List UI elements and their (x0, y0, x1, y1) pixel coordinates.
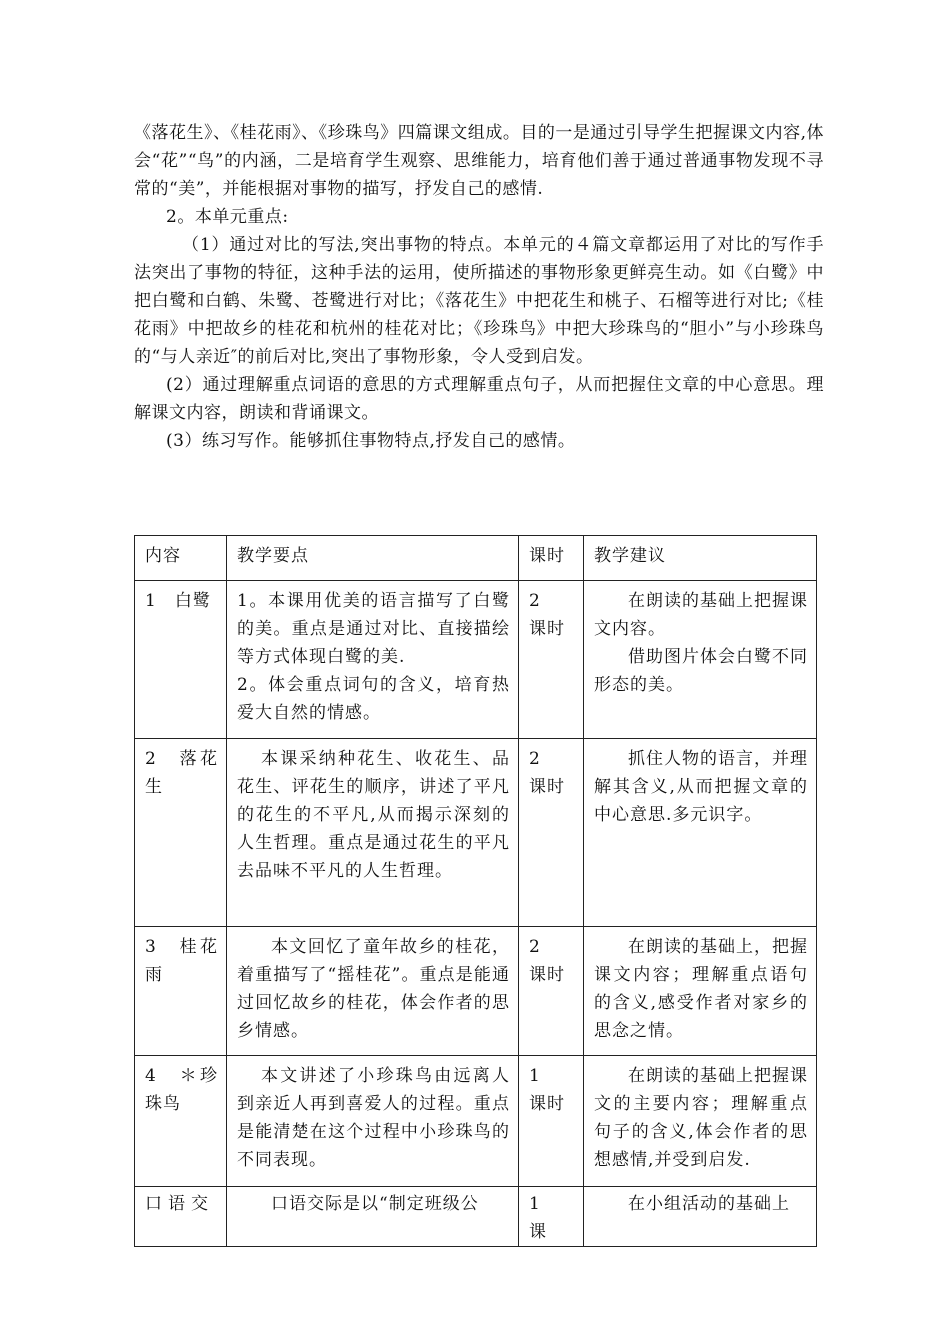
header-points: 教学要点 (227, 536, 519, 581)
row-advice (584, 739, 817, 927)
paragraph-focus-heading: 2。本单元重点: (166, 207, 289, 227)
row-content: 2 落花生 (135, 739, 227, 927)
table-row (135, 739, 817, 927)
row-points (227, 1187, 519, 1247)
header-hours: 课时 (519, 536, 584, 581)
paragraph-focus-3: (3）练习写作。能够抓住事物特点,抒发自己的感情。 (166, 431, 576, 451)
row-advice (584, 1187, 817, 1247)
row-hours: 1 课 (519, 1187, 584, 1247)
point-text: 本文讲述了小珍珠鸟由远离人到亲近人再到喜爱人的过程。重点是能清楚在这个过程中小珍珠鸟的不同表现。 (237, 1066, 510, 1170)
row-hours: 2 课时 (519, 581, 584, 739)
table-row (135, 1056, 817, 1187)
row-advice (584, 927, 817, 1056)
row-points (227, 1056, 519, 1187)
row-content: 3 桂花雨 (135, 927, 227, 1056)
point-text: 本课采纳种花生、收花生、品花生、评花生的顺序，讲述了平凡的花生的不平凡,从而揭示深刻的人生哲理。重点是通过花生的平凡去品味不平凡的人生哲理。 (237, 749, 510, 881)
advice-text: 在朗读的基础上把握课文内容。 (594, 591, 808, 639)
paragraph-focus-2: (2）通过理解重点词语的意思的方式理解重点句子，从而把握住文章的中心意思。理解课文内容，朗读和背诵课文。 (134, 375, 824, 423)
point-text: 本文回忆了童年故乡的桂花，着重描写了“摇桂花”。重点是能通过回忆故乡的桂花，体会作者的思乡情感。 (237, 937, 510, 1041)
header-advice: 教学建议 (584, 536, 817, 581)
paragraph-focus-1: （1）通过对比的写法,突出事物的特点。本单元的４篇文章都运用了对比的写作手法突出了事物的特征，这种手法的运用，使所描述的事物形象更鲜亮生动。如《白鹭》中把白鹭和白鹤、朱鹭、苍鹭进行对比；《落花生》中把花生和桃子、石榴等进行对比;《桂花雨》中把故乡的桂花和杭州的桂花对比；《珍珠鸟》中把大珍珠鸟的“胆小”与小珍珠鸟的“与人亲近″的前后对比,突出了事物形象，令人受到启发。 (134, 235, 824, 367)
row-hours: 2 课时 (519, 739, 584, 927)
advice-text: 借助图片体会白鹭不同形态的美。 (594, 647, 808, 695)
point-text: 2。体会重点词句的含义，培育热爱大自然的情感。 (237, 675, 510, 723)
row-points (227, 581, 519, 739)
row-content: 口语交 (135, 1187, 227, 1247)
table-row (135, 581, 817, 739)
advice-text: 在小组活动的基础上 (628, 1194, 790, 1214)
row-advice (584, 581, 817, 739)
row-points (227, 927, 519, 1056)
advice-text: 抓住人物的语言，并理解其含义,从而把握文章的中心意思.多元识字。 (594, 749, 808, 825)
row-points (227, 739, 519, 927)
header-content: 内容 (135, 536, 227, 581)
advice-text: 在朗读的基础上把握课文的主要内容；理解重点句子的含义,体会作者的思想感情,并受到启发. (594, 1066, 808, 1170)
row-content: 1 白鹭 (135, 581, 227, 739)
table-header-row (135, 536, 817, 581)
advice-text: 在朗读的基础上，把握课文内容；理解重点语句的含义,感受作者对家乡的思念之情。 (594, 937, 808, 1041)
paragraph-unit-intro: 《落花生》、《桂花雨》、《珍珠鸟》四篇课文组成。目的一是通过引导学生把握课文内容,体会“花”“鸟”的内涵，二是培育学生观察、思维能力，培育他们善于通过普通事物发现不寻常的“美”，并能根据对事物的描写，抒发自己的感情. (134, 123, 824, 199)
row-content: 4 ＊珍珠鸟 (135, 1056, 227, 1187)
row-advice (584, 1056, 817, 1187)
lesson-plan-table (134, 535, 817, 1247)
table-row (135, 1187, 817, 1247)
row-hours: 1 课时 (519, 1056, 584, 1187)
point-text: 口语交际是以“制定班级公 (271, 1194, 479, 1214)
body-text (134, 119, 824, 455)
point-text: 1。本课用优美的语言描写了白鹭的美。重点是通过对比、直接描绘等方式体现白鹭的美. (237, 591, 510, 667)
row-hours: 2 课时 (519, 927, 584, 1056)
table-row (135, 927, 817, 1056)
